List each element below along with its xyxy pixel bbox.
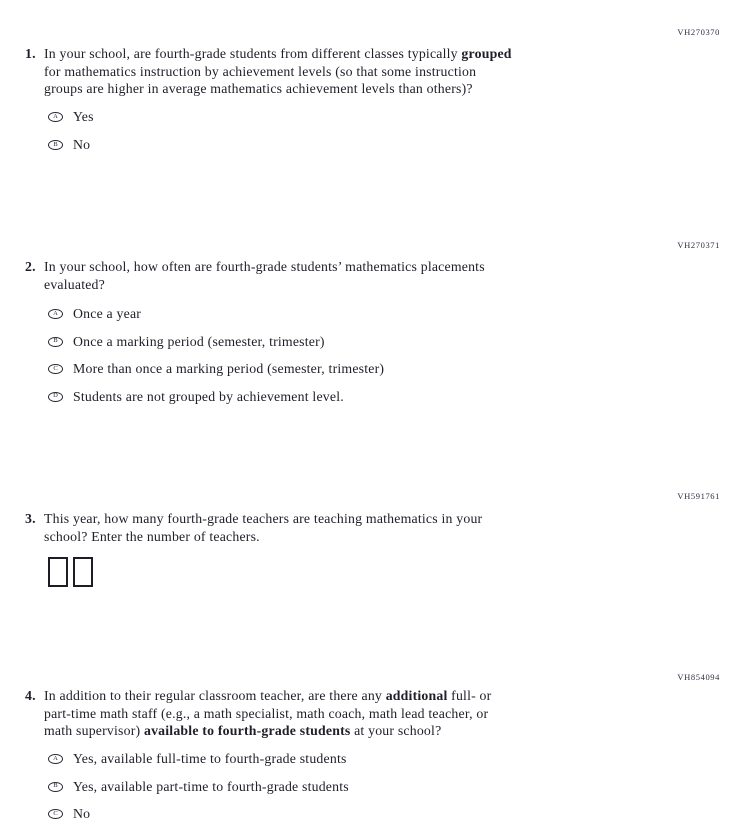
answer-oval-icon[interactable] — [48, 337, 63, 347]
question-2-options — [48, 307, 384, 404]
option-yes[interactable] — [48, 110, 94, 124]
question-number: 2. — [25, 259, 36, 274]
question-text: In addition to their regular classroom teacher, are there any additional full- or part-time math staff (e.g., a math specialist, math coach, math lead teacher, or math supervisor) available to fourth-grade students at your school? — [44, 688, 492, 738]
option-yes-part-time[interactable] — [48, 780, 349, 794]
option-label: No — [73, 806, 91, 821]
teacher-count-box-2[interactable] — [73, 557, 93, 587]
oval-letter: A — [53, 754, 58, 762]
teacher-count-input — [48, 557, 93, 587]
question-code: VH591761 — [677, 491, 720, 501]
question-code: VH270370 — [677, 27, 720, 37]
question-number: 4. — [25, 688, 36, 703]
option-label: Once a marking period (semester, trimester) — [73, 333, 325, 349]
option-label: Yes, available full-time to fourth-grade students — [73, 751, 347, 766]
answer-oval-icon[interactable] — [48, 809, 63, 819]
oval-letter: C — [53, 364, 58, 372]
question-text: In your school, how often are fourth-grade students’ mathematics placements evaluated? — [44, 259, 485, 292]
question-text-row — [25, 45, 512, 98]
oval-letter: B — [53, 140, 58, 148]
question-number: 3. — [25, 511, 36, 526]
oval-letter: B — [53, 337, 58, 345]
option-yes-full-time[interactable] — [48, 752, 349, 766]
option-no[interactable] — [48, 807, 349, 821]
option-no[interactable] — [48, 138, 94, 152]
oval-letter: B — [53, 782, 58, 790]
option-label: Students are not grouped by achievement level. — [73, 388, 344, 404]
option-once-a-marking-period[interactable] — [48, 335, 384, 349]
question-code: VH270371 — [677, 240, 720, 250]
question-text-row — [25, 510, 482, 545]
answer-oval-icon[interactable] — [48, 754, 63, 764]
question-text-row — [25, 687, 491, 740]
answer-oval-icon[interactable] — [48, 392, 63, 402]
answer-oval-icon[interactable] — [48, 309, 63, 319]
option-label: Once a year — [73, 306, 142, 321]
question-4-options — [48, 752, 349, 821]
option-label: More than once a marking period (semester, trimester) — [73, 361, 385, 376]
option-once-a-year[interactable] — [48, 307, 384, 321]
teacher-count-box-1[interactable] — [48, 557, 68, 587]
oval-letter: A — [53, 112, 58, 120]
answer-oval-icon[interactable] — [48, 782, 63, 792]
option-more-than-once-a-marking-period[interactable] — [48, 362, 384, 376]
answer-oval-icon[interactable] — [48, 140, 63, 150]
oval-letter: A — [53, 309, 58, 317]
question-text: This year, how many fourth-grade teachers are teaching mathematics in your school? Enter the number of teachers. — [44, 511, 483, 544]
oval-letter: D — [53, 392, 58, 400]
option-label: Yes, available part-time to fourth-grade students — [73, 778, 349, 794]
oval-letter: C — [53, 809, 58, 817]
question-1-options — [48, 110, 94, 152]
option-label: No — [73, 137, 91, 152]
answer-oval-icon[interactable] — [48, 112, 63, 122]
option-students-not-grouped[interactable] — [48, 390, 384, 404]
answer-oval-icon[interactable] — [48, 364, 63, 374]
question-text: In your school, are fourth-grade students from different classes typically grouped for mathematics instruction by achievement levels (so that some instruction groups are higher in average mathematics achievement levels than others)? — [44, 46, 512, 96]
question-number: 1. — [25, 46, 36, 61]
question-code: VH854094 — [677, 672, 720, 682]
question-text-row — [25, 258, 485, 293]
option-label: Yes — [73, 109, 94, 124]
